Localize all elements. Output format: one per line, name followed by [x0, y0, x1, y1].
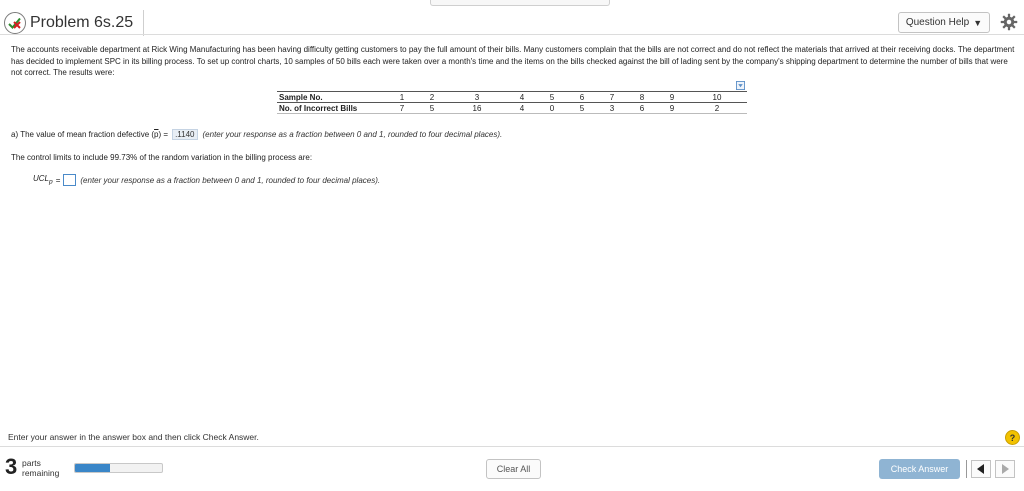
top-tab-handle[interactable] — [430, 0, 610, 6]
instruction-text: Enter your answer in the answer box and then click Check Answer. — [8, 432, 259, 442]
previous-question-button[interactable] — [971, 460, 991, 478]
caret-down-icon: ▼ — [973, 17, 983, 28]
title-area — [4, 10, 144, 36]
incorrect-bills-cell: 3 — [597, 103, 627, 114]
ucl-label — [33, 174, 53, 186]
clear-all-button[interactable]: Clear All — [486, 459, 541, 479]
sample-number-cell: 7 — [597, 92, 627, 103]
arrow-left-icon — [977, 464, 985, 474]
incorrect-bills-header: No. of Incorrect Bills — [277, 103, 387, 114]
arrow-right-icon — [1001, 464, 1009, 474]
progress-bar-fill — [75, 464, 110, 472]
ucl-hint: (enter your response as a fraction between 0 and 1, rounded to four decimal places). — [80, 175, 381, 185]
parts-label-line2: remaining — [22, 467, 60, 478]
part-a-line — [11, 129, 502, 140]
incorrect-bills-cell: 5 — [417, 103, 447, 114]
sample-number-row — [277, 92, 747, 103]
incorrect-bills-cell: 0 — [537, 103, 567, 114]
parts-remaining-label — [22, 459, 59, 478]
sample-number-header: Sample No. — [277, 92, 387, 103]
header-divider — [0, 34, 1024, 35]
sample-number-cell: 3 — [447, 92, 507, 103]
parts-remaining-count: 3 — [5, 454, 18, 479]
incorrect-bills-cell: 2 — [687, 103, 747, 114]
incorrect-bills-cell: 9 — [657, 103, 687, 114]
p-bar-symbol: $\overline{p}$ — [154, 130, 159, 139]
help-icon[interactable]: ? — [1005, 430, 1020, 445]
sample-data-table — [277, 91, 747, 114]
incorrect-bills-cell: 5 — [567, 103, 597, 114]
ucl-equals: = — [55, 175, 61, 185]
control-limits-text: The control limits to include 99.73% of the random variation in the billing process are: — [11, 153, 313, 162]
mean-fraction-defective-answer[interactable]: .1140 — [172, 129, 197, 140]
part-a-prefix: a) The value of mean fraction defective ( — [11, 130, 155, 139]
question-help-label: Question Help — [905, 17, 970, 28]
page-title: Problem 6s.25 — [30, 14, 134, 31]
incorrect-bills-row — [277, 103, 747, 114]
sample-number-cell: 5 — [537, 92, 567, 103]
sample-number-cell: 1 — [387, 92, 417, 103]
ucl-label-text: UCL — [33, 174, 50, 184]
incorrect-bills-cell: 16 — [447, 103, 507, 114]
sample-number-cell: 2 — [417, 92, 447, 103]
part-a-suffix: ) = — [158, 130, 169, 139]
sample-number-cell: 6 — [567, 92, 597, 103]
next-question-button[interactable] — [995, 460, 1015, 478]
sample-number-cell: 10 — [687, 92, 747, 103]
check-answer-button[interactable]: Check Answer — [879, 459, 960, 479]
footer-divider — [0, 446, 1024, 447]
ucl-subscript: p — [49, 178, 53, 186]
part-a-hint: (enter your response as a fraction between 0 and 1, rounded to four decimal places). — [202, 130, 503, 139]
parts-label-line1: parts — [22, 458, 41, 468]
expand-table-icon[interactable] — [736, 81, 745, 90]
header-bar — [0, 8, 1024, 36]
question-help-button[interactable] — [898, 12, 990, 33]
ucl-input[interactable] — [63, 174, 76, 186]
nav-separator — [966, 460, 967, 478]
problem-statement: The accounts receivable department at Rick Wing Manufacturing has been having difficulty getting customers to pay the full amount of their bills. Many customers complain that the bills are not correct and do not reflect the materials that arrived at their receiving docks. The department has decided to implement SPC in its billing process. To set up control charts, 10 samples of 50 bills each were taken over a month's time and the items on the bills checked against the bill of lading sent by the company's shipping department to determine the number of bills that were not correct. The results were: — [11, 45, 1015, 77]
ucl-line — [33, 174, 380, 186]
incorrect-bills-cell: 6 — [627, 103, 657, 114]
sample-number-cell: 9 — [657, 92, 687, 103]
incorrect-bills-cell: 7 — [387, 103, 417, 114]
incorrect-bills-cell: 4 — [507, 103, 537, 114]
sample-number-cell: 4 — [507, 92, 537, 103]
sample-number-cell: 8 — [627, 92, 657, 103]
progress-bar — [74, 463, 163, 473]
partial-correct-icon — [4, 12, 26, 34]
gear-icon[interactable] — [1000, 13, 1018, 31]
